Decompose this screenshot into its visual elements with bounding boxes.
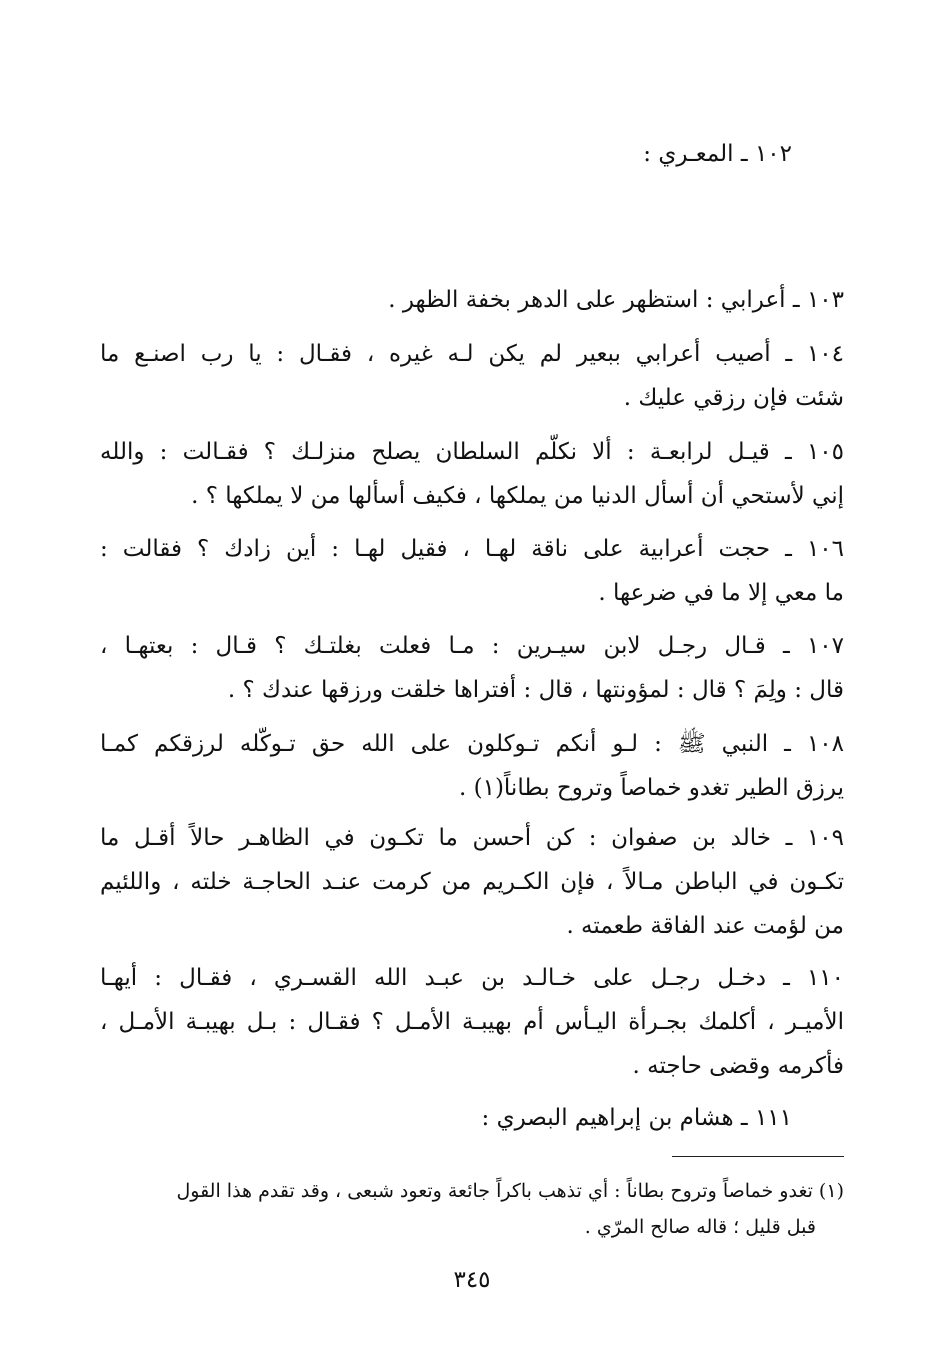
entry-108-line-2: يرزق الطير تغدو خماصاً وتروح بطاناً(١) .	[458, 775, 844, 801]
entry-104-line-2: شئت فإن رزقي عليك .	[623, 385, 844, 411]
entry-109-line-1: ١٠٩ ـ خالد بن صفوان : كن أحسن ما تكـون في الظاهـر حالاً أقـل ما	[100, 825, 844, 851]
entry-110-line-2: الأميـر ، أكلمك بجـرأة اليـأس أم بهيبـة الأمـل ؟ فقـال : بـل بهيبـة الأمـل ،	[100, 1009, 844, 1035]
entry-102-heading: ١٠٢ ـ المعـري :	[643, 141, 792, 167]
entry-111-heading: ١١١ ـ هشام بن إبراهيم البصري :	[481, 1105, 792, 1131]
entry-110-line-1: ١١٠ ـ دخـل رجـل على خـالـد بن عبـد الله القسـري ، فقـال : أيهـا	[100, 965, 844, 991]
entry-103-line-1: ١٠٣ ـ أعرابي : استظهر على الدهر بخفة الظهر .	[388, 287, 844, 313]
entry-105-line-2: إني لأستحي أن أسأل الدنيا من يملكها ، فكيف أسألها من لا يملكها ؟ .	[191, 483, 844, 509]
footnote-line-1: (١) تغدو خماصاً وتروح بطاناً : أي تذهب باكراً جائعة وتعود شبعى ، وقد تقدم هذا القول	[176, 1180, 844, 1202]
entry-107-line-1: ١٠٧ ـ قـال رجـل لابن سيـرين : مـا فعلت بغلتـك ؟ قـال : بعتهـا ،	[100, 633, 844, 659]
entry-104-line-1: ١٠٤ ـ أصيب أعرابي ببعير لم يكن لـه غيره ، فقـال : يا رب اصنـع ما	[100, 341, 844, 367]
footnote-line-2: قبل قليل ؛ قاله صالح المرّي .	[584, 1216, 816, 1238]
entry-108-line-1: ١٠٨ ـ النبي ﷺ : لـو أنكم تـوكلون على الله حق تـوكّله لرزقكم كمـا	[100, 731, 844, 757]
entry-109-line-2: تكـون في الباطن مـالاً ، فإن الكـريم من كرمت عنـد الحاجـة خلته ، واللئيم	[100, 869, 844, 895]
entry-105-line-1: ١٠٥ ـ قيـل لرابعـة : ألا نكلّم السلطان يصلح منزلـك ؟ فقـالت : والله	[100, 439, 844, 465]
entry-109-line-3: من لؤمت عند الفاقة طعمته .	[566, 913, 844, 939]
page-number: ٣٤٥	[453, 1267, 491, 1293]
entry-107-line-2: قال : ولِمَ ؟ قال : لمؤونتها ، قال : أفتراها خلقت ورزقها عندك ؟ .	[227, 677, 844, 703]
entry-106-line-1: ١٠٦ ـ حجت أعرابية على ناقة لهـا ، فقيل لهـا : أين زادك ؟ فقالت :	[100, 536, 844, 562]
footnote-separator	[672, 1156, 844, 1157]
entry-106-line-2: ما معي إلا ما في ضرعها .	[598, 580, 844, 606]
entry-110-line-3: فأكرمه وقضى حاجته .	[632, 1053, 844, 1079]
